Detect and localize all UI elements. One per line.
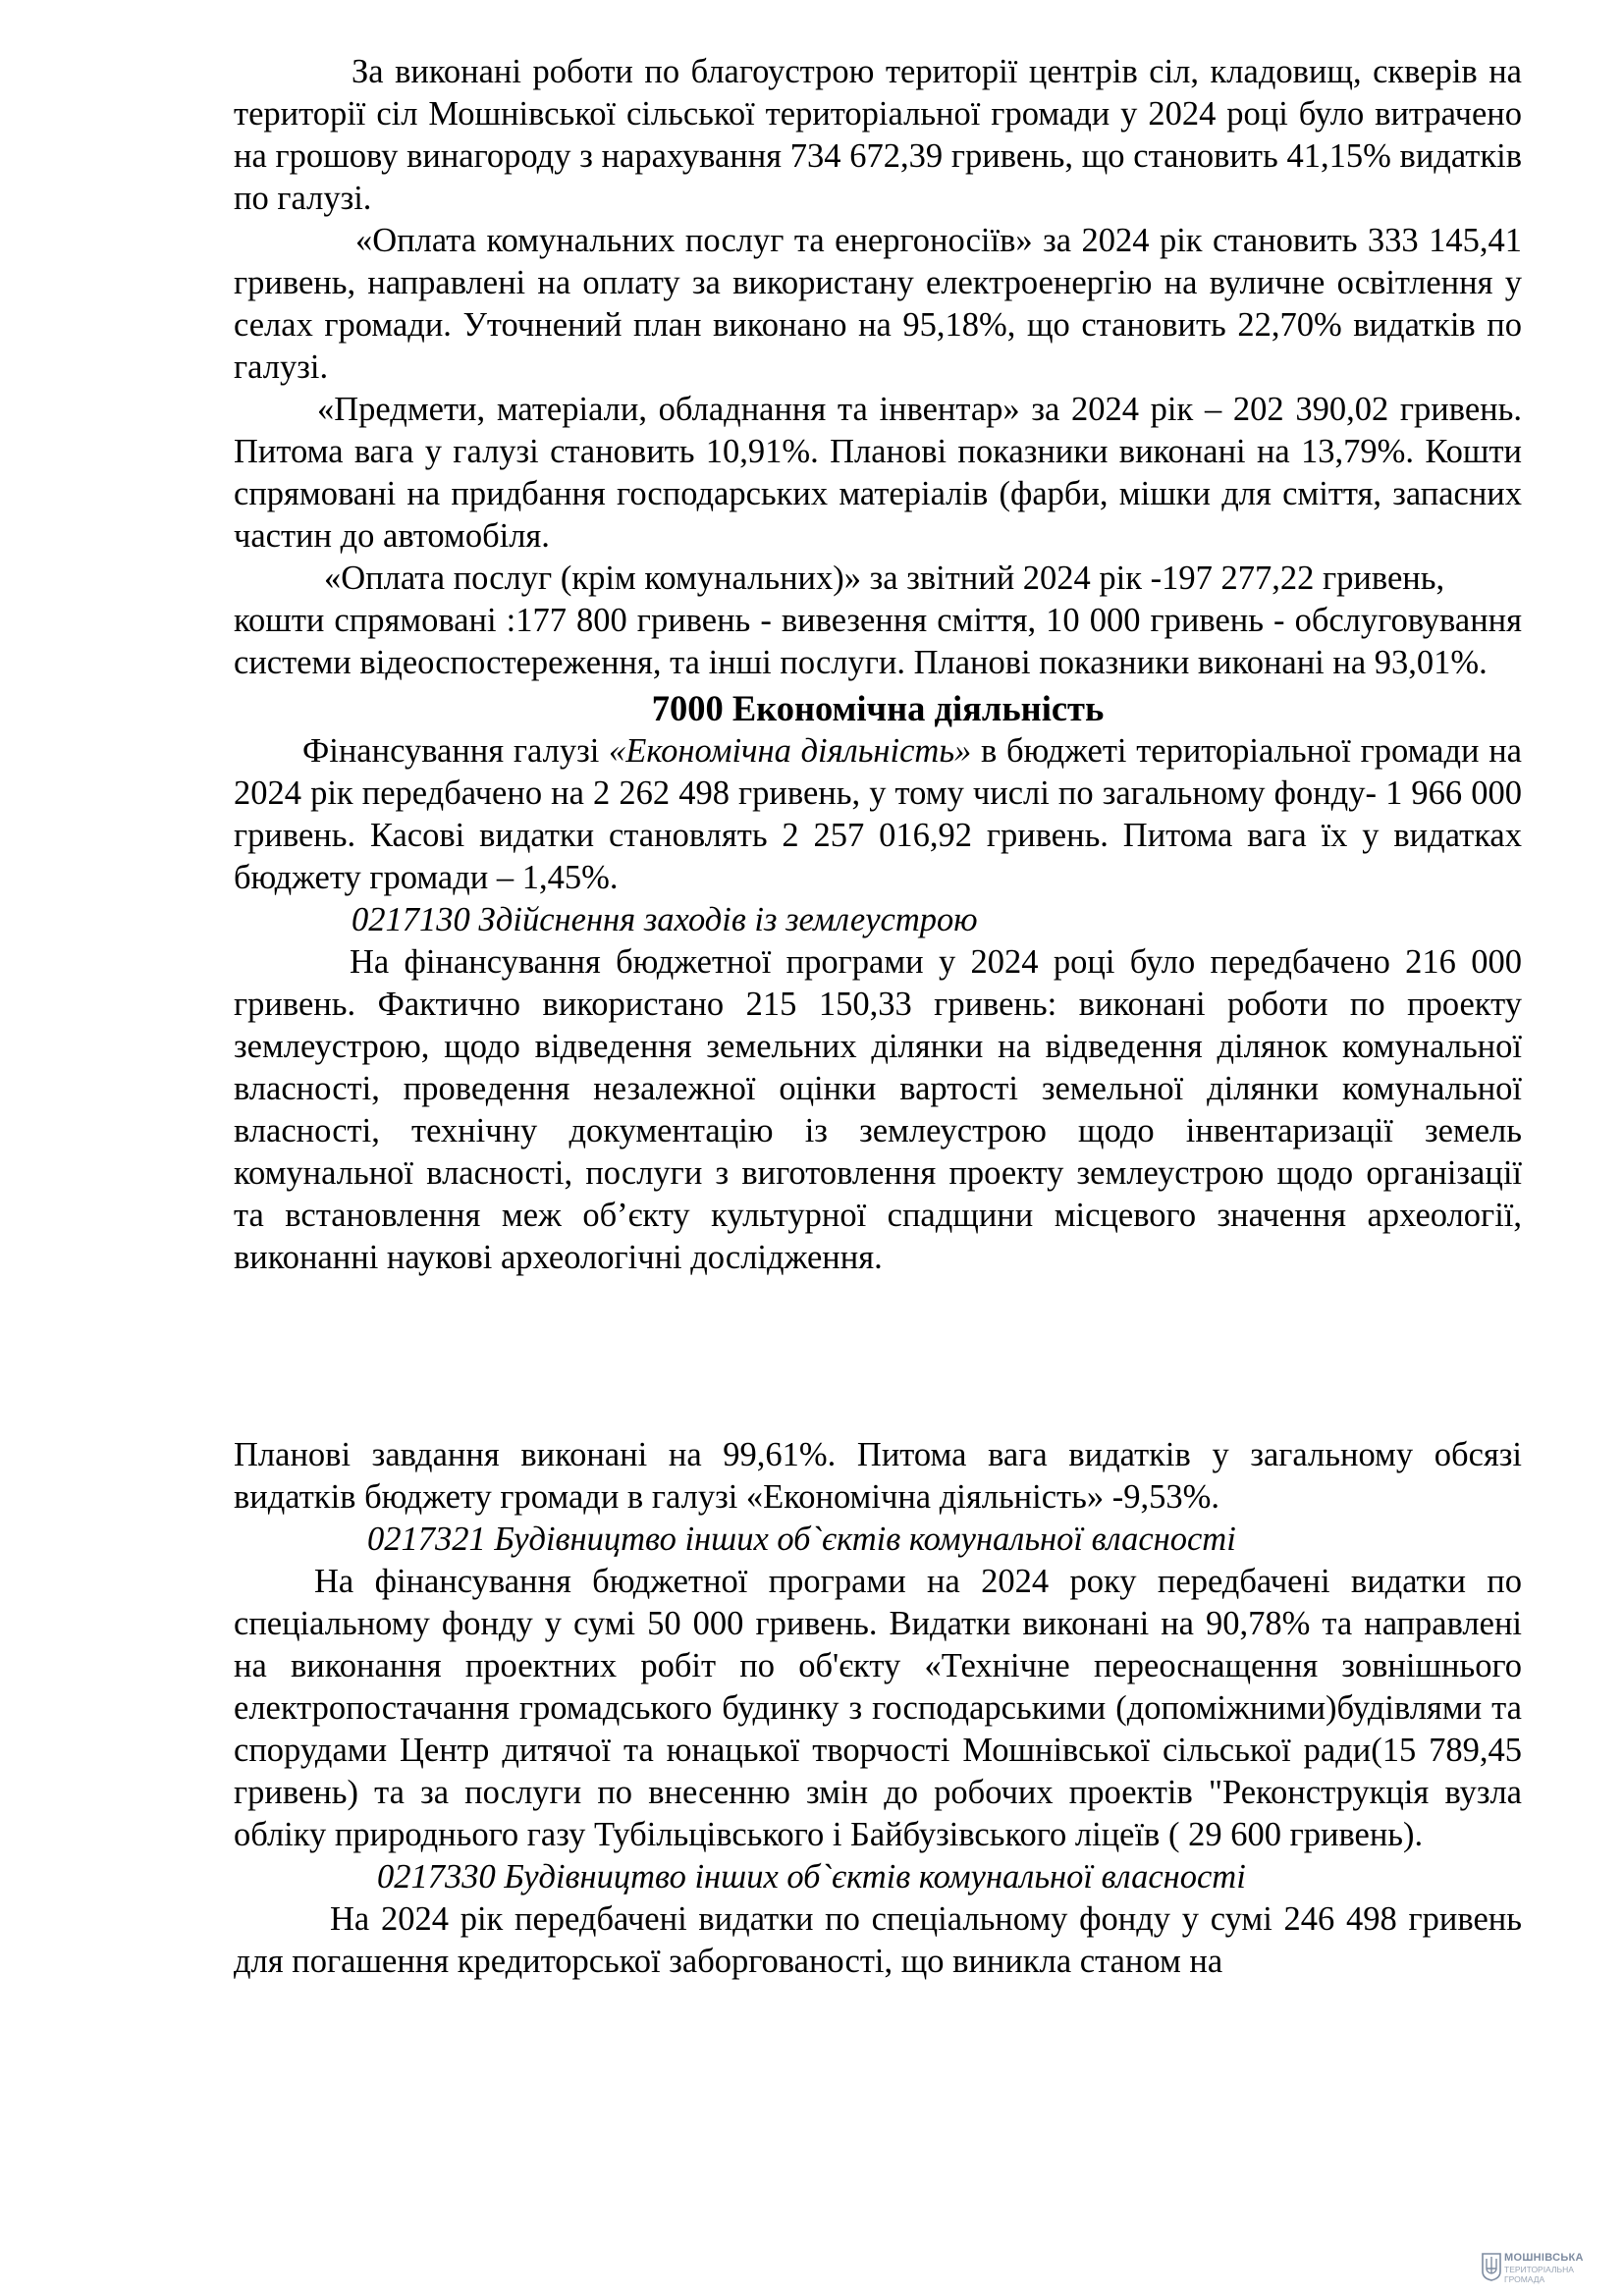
paragraph-construction-7330: На 2024 рік передбачені видатки по спеціальному фонду у сумі 246 498 гривень для погашення кредиторської заборгованості, що виникла станом на — [234, 1900, 1522, 1980]
page-gap — [234, 1279, 1522, 1434]
document-page — [234, 51, 1522, 1983]
logo-subtitle-1: ТЕРИТОРІАЛЬНА — [1504, 2265, 1574, 2274]
subheading-construction-7330: 0217330 Будівництво інших об`єктів комунальної власності — [377, 1858, 1246, 1896]
paragraph-services-intro: «Оплата послуг (крім комунальних)» за звітний 2024 рік -197 277,22 гривень, — [324, 560, 1445, 597]
paragraph-land-management: На фінансування бюджетної програми у 2024 році було передбачено 216 000 гривень. Фактично використано 215 150,33 гривень: виконані роботи по проекту землеустрою, щодо відведення земельних ділянки на відведення ділянок комунальної власності, проведення незалежної оцінки вартості земельної ділянки комунальної власності, технічну документацію із землеустрою щодо інвентаризації земель комунальної власності, послуги з виготовлення проекту землеустрою щодо організації та встановлення меж об’єкту культурної спадщини місцевого значення археології, виконанні наукові археологічні дослідження. — [234, 943, 1522, 1276]
logo-subtitle-2: ГРОМАДА — [1504, 2274, 1545, 2284]
community-logo — [1481, 2248, 1618, 2291]
subheading-land-management: 0217130 Здійснення заходів із землеустрою — [352, 901, 978, 938]
paragraph-landscaping: За виконані роботи по благоустрою території центрів сіл, кладовищ, скверів на території сіл Мошнівської сільської територіальної громади у 2024 році було витрачено на грошову винагороду з нарахування 734 672,39 гривень, що становить 41,15% видатків по галузі. — [234, 53, 1522, 217]
logo-title: МОШНІВСЬКА — [1504, 2252, 1584, 2264]
paragraph-materials: «Предмети, матеріали, обладнання та інвентар» за 2024 рік – 202 390,02 гривень. Питома вага у галузі становить 10,91%. Планові показники виконані на 13,79%. Кошти спрямовані на придбання господарських матеріалів (фарби, мішки для сміття, запасних частин до автомобіля. — [234, 391, 1522, 555]
trident-emblem-icon — [1481, 2252, 1502, 2281]
section-heading-economic-activity: 7000 Економічна діяльність — [651, 688, 1105, 728]
subheading-construction-7321: 0217321 Будівництво інших об`єктів комунальної власності — [367, 1521, 1236, 1558]
paragraph-construction-7321: На фінансування бюджетної програми на 2024 року передбачені видатки по спеціальному фонду у сумі 50 000 гривень. Видатки виконані на 90,78% та направлені на виконання проектних робіт по об'єкту «Технічне переоснащення зовнішнього електропостачання громадського будинку з господарськими (допоміжними)будівлями та спорудами Центр дитячої та юнацької творчості Мошнівської сільської ради(15 789,45 гривень) та за послуги по внесенню змін до робочих проектів "Реконструкція вузла обліку природнього газу Тубільцівського і Байбузівського ліцеїв ( 29 600 гривень). — [234, 1563, 1522, 1853]
paragraph-plan-completion: Планові завдання виконані на 99,61%. Питома вага видатків у загальному обсязі видатків бюджету громади в галузі «Економічна діяльність» -9,53%. — [234, 1436, 1522, 1516]
paragraph-utilities: «Оплата комунальних послуг та енергоносіїв» за 2024 рік становить 333 145,41 гривень, направлені на оплату за використану електроенергію на вуличне освітлення у селах громади. Уточнений план виконано на 95,18%, що становить 22,70% видатків по галузі. — [234, 222, 1522, 386]
paragraph-services-detail: кошти спрямовані :177 800 гривень - вивезення сміття, 10 000 гривень - обслуговування системи відеоспостереження, та інші послуги. Планові показники виконані на 93,01%. — [234, 602, 1522, 681]
paragraph-economic-financing: Фінансування галузі «Економічна діяльність» в бюджеті територіальної громади на 2024 рік передбачено на 2 262 498 гривень, у тому числі по загальному фонду- 1 966 000 гривень. Касові видатки становлять 2 257 016,92 гривень. Питома вага їх у видатках бюджету громади – 1,45%. — [234, 732, 1522, 896]
economic-activity-italic: «Економічна діяльність» — [609, 732, 972, 770]
